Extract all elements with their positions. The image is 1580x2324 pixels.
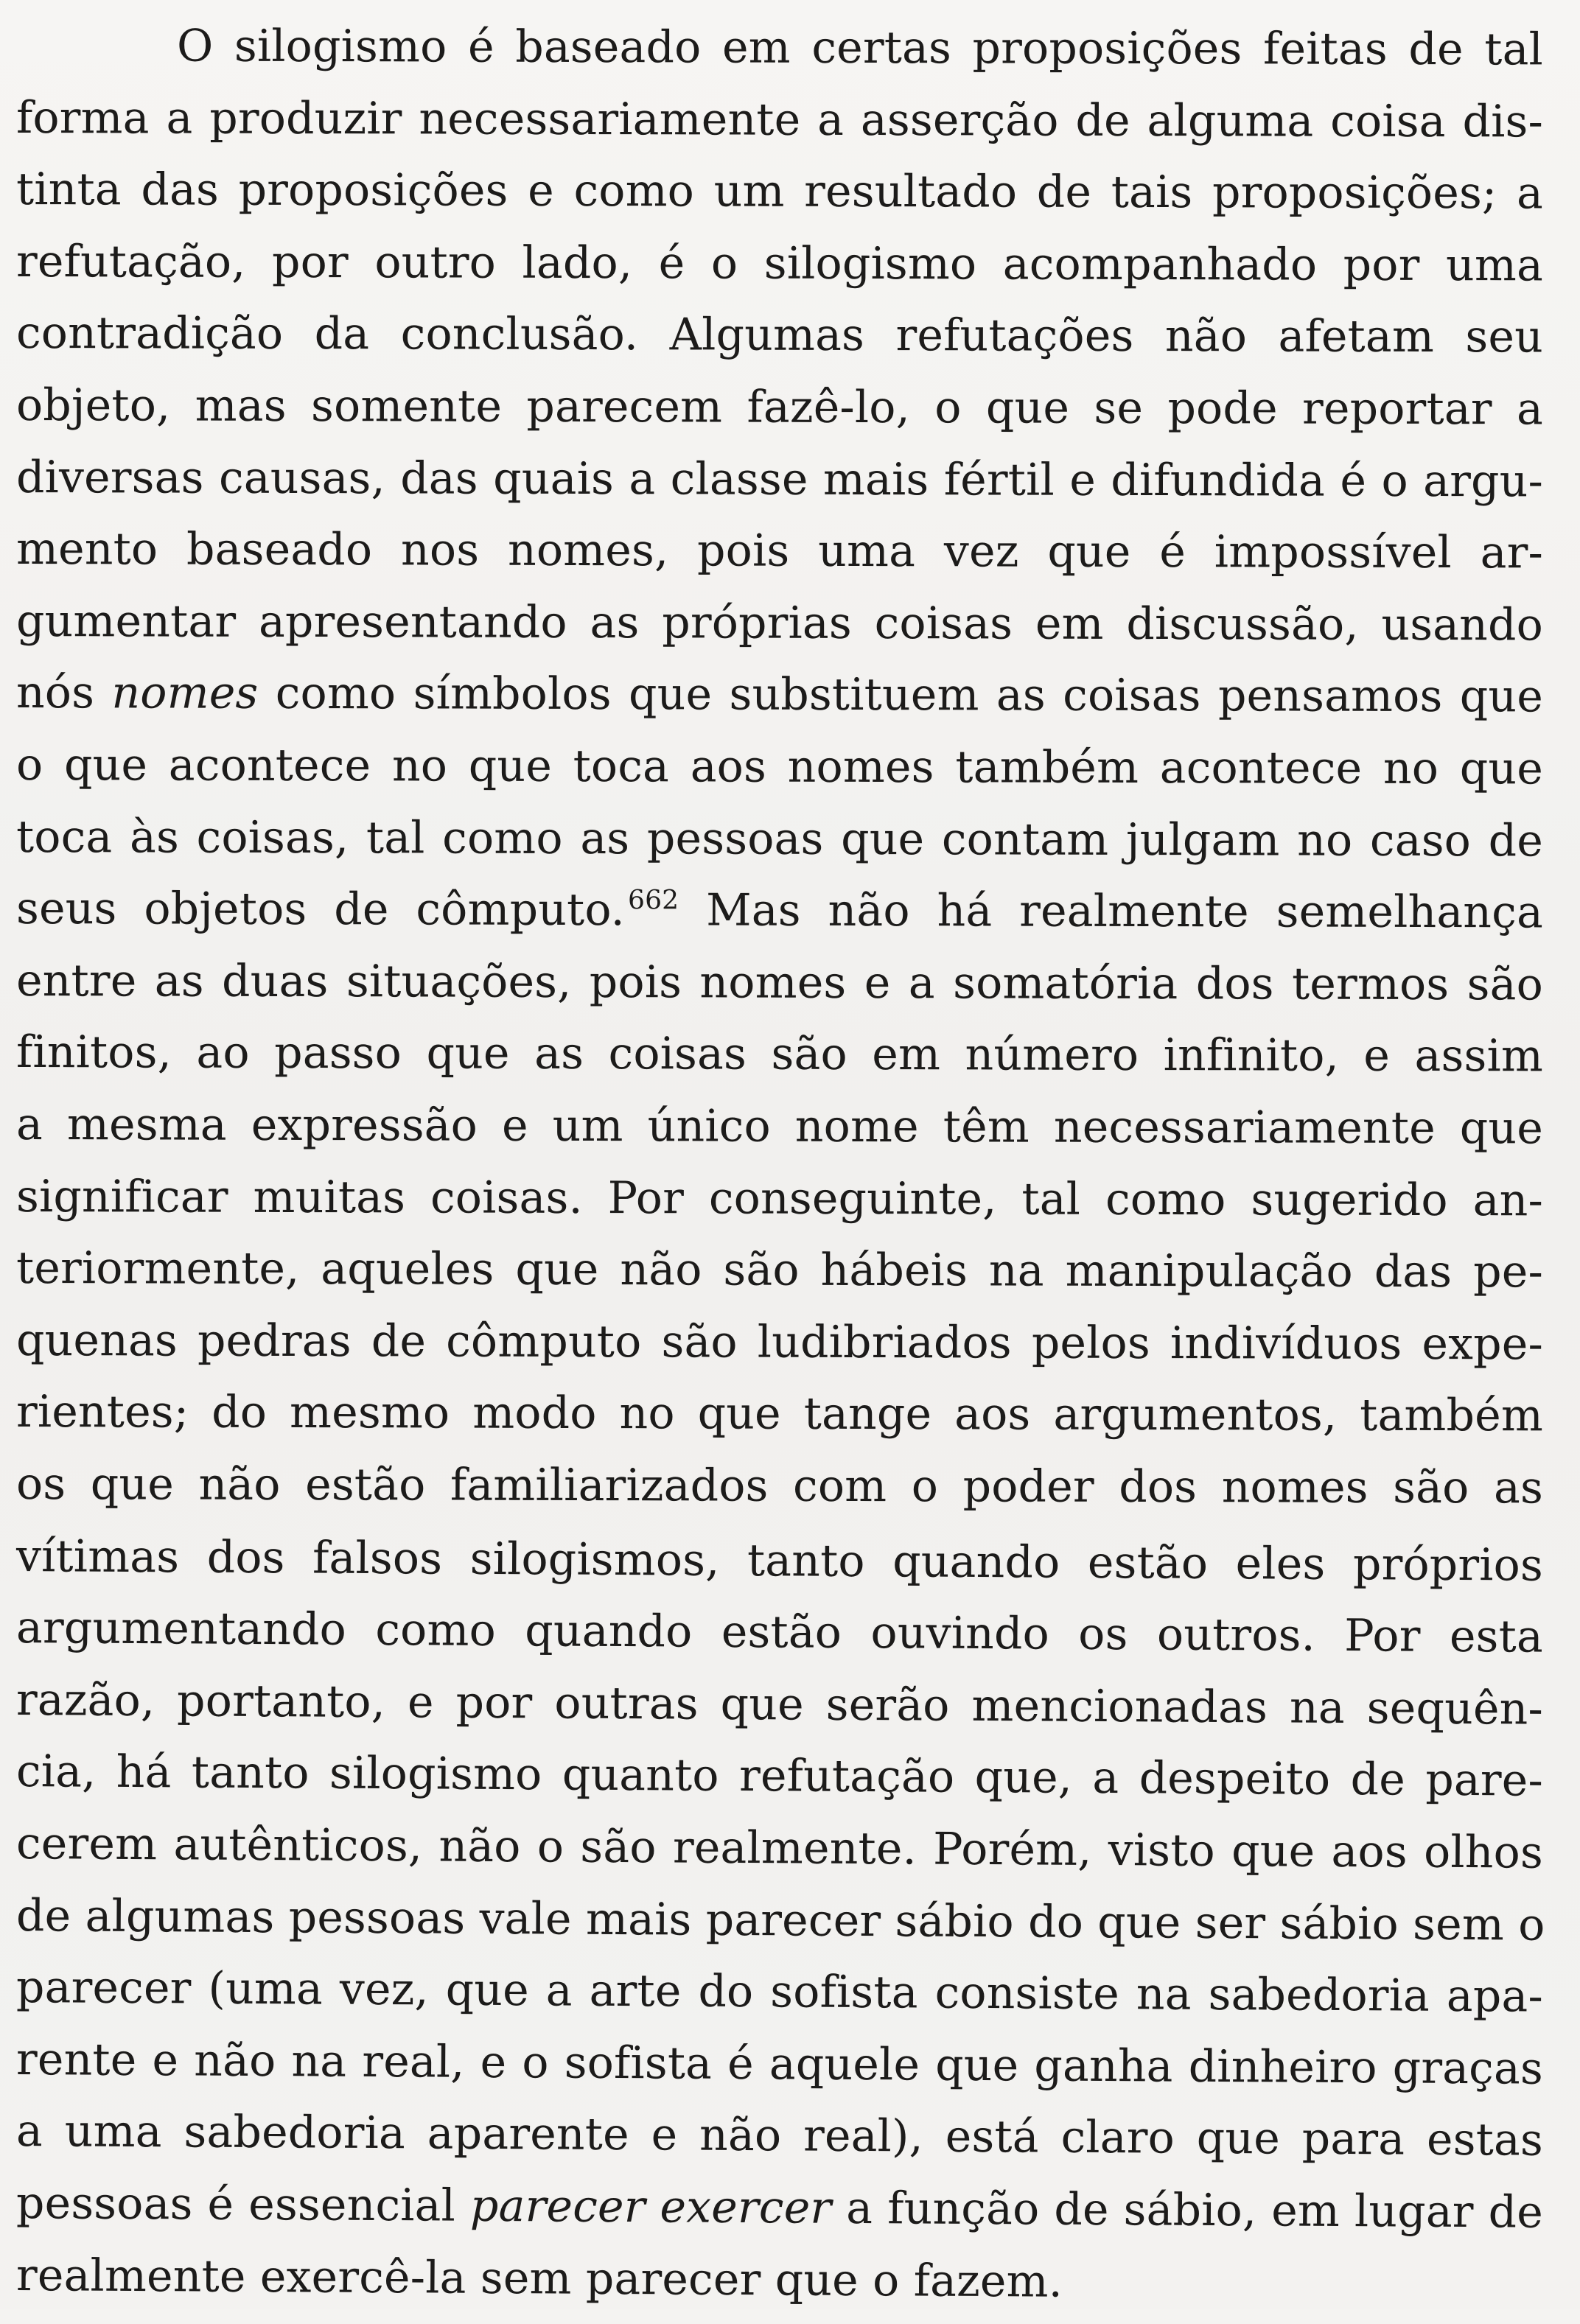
text-line bbox=[16, 653, 1543, 736]
text-segment: toca às coisas, tal como as pessoas que contam julgam no caso de bbox=[15, 811, 1544, 867]
text-segment: parecer (uma vez, que a arte do sofista consiste na sabedoria apa- bbox=[15, 1961, 1544, 2023]
text-segment: O silogismo é baseado em certas proposições feitas de tal bbox=[176, 20, 1544, 76]
text-segment: Mas não há realmente semelhança bbox=[679, 884, 1544, 939]
text-line bbox=[16, 78, 1543, 161]
text-line bbox=[16, 365, 1543, 449]
text-line bbox=[16, 222, 1543, 305]
text-segment: os que não estão familiarizados com o poder dos nomes são as bbox=[15, 1458, 1544, 1514]
text-segment: a mesma expressão e um único nome têm necessariamente que bbox=[15, 1099, 1544, 1155]
text-segment: gumentar apresentando as próprias coisas em discussão, usando bbox=[15, 595, 1544, 651]
text-segment: rente e não na real, e o sofista é aquele que ganha dinheiro graças bbox=[15, 2033, 1544, 2095]
text-line bbox=[16, 725, 1543, 808]
text-line bbox=[16, 1157, 1543, 1240]
text-segment: tinta das proposições e como um resultado de tais proposições; a bbox=[15, 164, 1544, 220]
text-segment: cerem autênticos, não o são realmente. Porém, visto que aos olhos bbox=[15, 1818, 1544, 1879]
text-segment: significar muitas coisas. Por conseguinte, tal como sugerido an- bbox=[15, 1170, 1544, 1227]
text-segment: cia, há tanto silogismo quanto refutação que, a despeito de pare- bbox=[15, 1746, 1544, 1807]
text-line bbox=[16, 150, 1543, 233]
text-segment: razão, portanto, e por outras que serão mencionadas na sequên- bbox=[15, 1673, 1544, 1735]
italic-term: parecer exercer bbox=[469, 2180, 832, 2234]
text-segment: diversas causas, das quais a classe mais fértil e difundida é o argu- bbox=[15, 451, 1544, 508]
text-line bbox=[16, 1372, 1543, 1455]
text-segment: rientes; do mesmo modo no que tange aos argumentos, também bbox=[15, 1386, 1544, 1442]
text-segment: de algumas pessoas vale mais parecer sábio do que ser sábio sem o bbox=[15, 1889, 1545, 1951]
text-segment: entre as duas situações, pois nomes e a somatória dos termos são bbox=[15, 954, 1544, 1011]
text-segment: refutação, por outro lado, é o silogismo acompanhado por uma bbox=[15, 235, 1544, 292]
text-segment: contradição da conclusão. Algumas refutações não afetam seu bbox=[15, 307, 1544, 363]
italic-term: nomes bbox=[111, 667, 259, 720]
text-line bbox=[16, 1085, 1543, 1168]
text-segment: o que acontece no que toca aos nomes também acontece no que bbox=[15, 739, 1544, 795]
text-line bbox=[16, 293, 1543, 377]
text-line bbox=[16, 1301, 1543, 1384]
text-line bbox=[16, 438, 1543, 521]
text-segment: mento baseado nos nomes, pois uma vez que é impossível ar- bbox=[15, 523, 1544, 579]
text-segment: nós bbox=[15, 667, 112, 719]
text-segment: argumentando como quando estão ouvindo os outros. Por esta bbox=[15, 1602, 1544, 1663]
text-line bbox=[16, 2236, 1544, 2324]
text-segment: finitos, ao passo que as coisas são em número infinito, e assim bbox=[15, 1026, 1544, 1082]
text-line bbox=[16, 509, 1543, 592]
text-segment: pessoas é essencial bbox=[15, 2177, 471, 2232]
footnote-marker: 662 bbox=[627, 885, 679, 916]
text-segment: realmente exercê-la sem parecer que o fazem. bbox=[15, 2249, 1063, 2308]
text-segment: quenas pedras de cômputo são ludibriados pelos indivíduos expe- bbox=[15, 1314, 1544, 1371]
text-line bbox=[16, 1444, 1543, 1527]
text-segment: vítimas dos falsos silogismos, tanto quando estão eles próprios bbox=[15, 1530, 1544, 1592]
text-line bbox=[16, 941, 1543, 1024]
text-line bbox=[16, 797, 1543, 881]
text-segment: objeto, mas somente parecem fazê-lo, o que se pode reportar a bbox=[15, 379, 1544, 435]
text-segment: como símbolos que substituem as coisas pensamos que bbox=[258, 668, 1544, 723]
text-segment: forma a produzir necessariamente a asserção de alguma coisa dis- bbox=[15, 91, 1544, 148]
text-line bbox=[16, 1228, 1543, 1312]
text-segment: a função de sábio, em lugar de bbox=[831, 2182, 1544, 2239]
text-line bbox=[16, 1012, 1543, 1096]
text-segment: teriormente, aqueles que não são hábeis na manipulação das pe- bbox=[15, 1242, 1544, 1298]
text-segment: a uma sabedoria aparente e não real), está claro que para estas bbox=[15, 2105, 1544, 2167]
text-line bbox=[16, 869, 1543, 952]
text-line bbox=[16, 581, 1543, 665]
text-segment: seus objetos de cômputo. bbox=[15, 883, 626, 937]
text-line bbox=[16, 6, 1543, 89]
